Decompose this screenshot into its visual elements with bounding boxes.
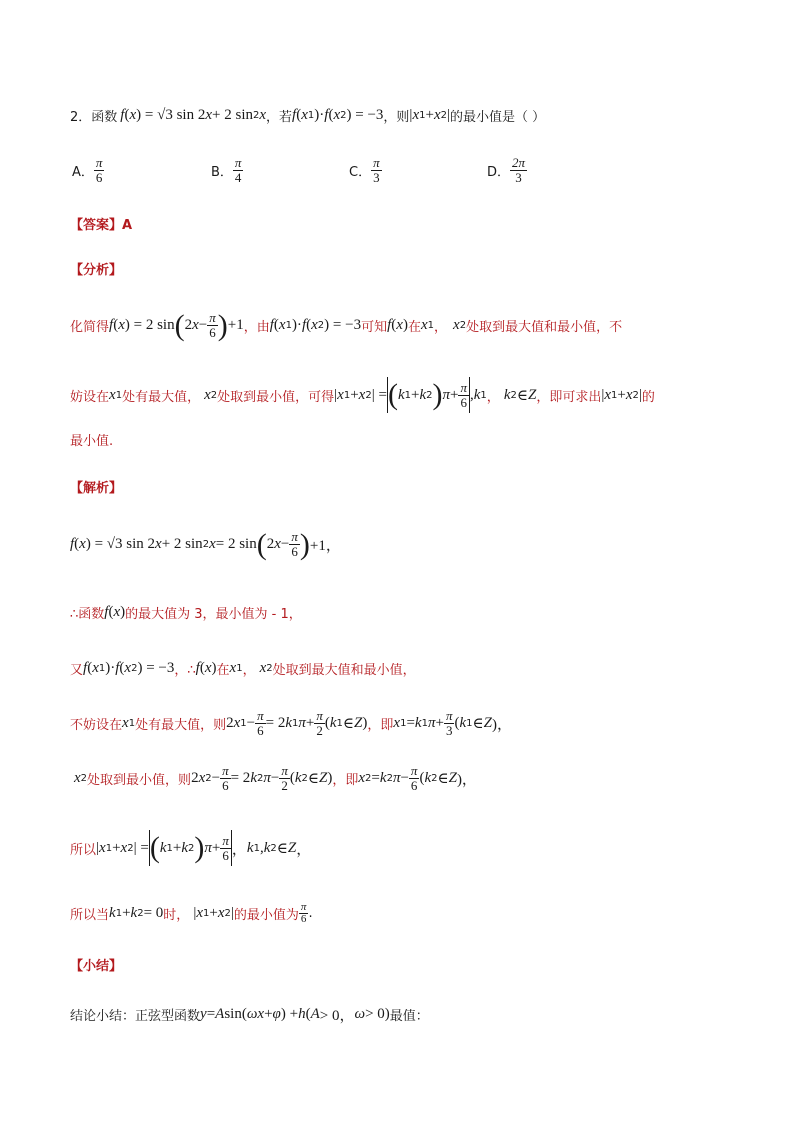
option-a[interactable]: A． $\frac{\pi}{6}$	[72, 155, 103, 185]
analysis-line-3: 最小值.	[70, 434, 114, 449]
solution-line-2: ∴函数 f ( x ) 的最大值为 3，最小值为 - 1，	[70, 604, 302, 622]
solution-line-4: 不妨设在 x 1 处有最大值，则 2 x 1 − $\frac{\pi}{6}$ = 2 k 1 π + $\frac{\pi}{2}$ ( k 1 ∈ Z ) ，即 x 1 = k 1 π + $\frac{\pi}{3}$ ( k 1 ∈ Z )，	[70, 708, 512, 738]
analysis-line-2: 妨设在 x 1 处有最大值， x 2 处取到最小值，可得 | x 1 + x 2 | = ( k 1 + k 2 ) π + $\frac{\pi}{6}$ , k 1 ， k 2 ∈ Z ，即可求出 | x 1 + x 2 | 的	[70, 378, 655, 411]
option-d[interactable]: D． $\frac{2\pi}{3}$	[487, 155, 526, 185]
option-b[interactable]: B． $\frac{\pi}{4}$	[211, 155, 242, 185]
summary-line: 结论小结：正弦型函数 y = A sin( ωx + φ ) + h ( A > 0， ω > 0) 最值：	[70, 1006, 429, 1024]
question-text: 函数	[91, 110, 118, 125]
solution-line-6: 所以 | x 1 + x 2 | = ( k 1 + k 2 ) π + $\frac{\pi}{6}$ ， k 1 , k 2 ∈ Z ，	[70, 831, 312, 864]
option-c[interactable]: C． $\frac{\pi}{3}$	[349, 155, 380, 185]
solution-line-5: x 2 处取到最小值，则 2 x 2 − $\frac{\pi}{6}$ = 2 k 2 π − $\frac{\pi}{2}$ ( k 2 ∈ Z ) ，即 x 2 = k 2 π − $\frac{\pi}{6}$ ( k 2 ∈ Z )，	[74, 763, 477, 793]
answer-heading: 【答案】	[70, 218, 123, 233]
solution-heading: 【解析】	[70, 481, 123, 496]
question-number: 2．	[70, 110, 92, 125]
formula-fx: f	[120, 107, 125, 123]
analysis-heading: 【分析】	[70, 263, 123, 278]
analysis-line-1: 化简得 f ( x ) = 2 sin ( 2 x − $\frac{\pi}{6}$ ) +1 ，由 f ( x 1 )· f ( x 2 ) = −3 可知 f ( x ) 在 x 1 ， x 2 处取到最大值和最小值，不	[70, 308, 623, 342]
answer-line	[70, 214, 132, 233]
answer-value: A	[122, 218, 133, 233]
solution-line-1: f ( x ) = √3 sin 2 x + 2 sin 2 x = 2 sin ( 2 x − $\frac{\pi}{6}$ ) +1，	[70, 527, 341, 561]
question-line: 2． 函数 f ( x ) = √3 sin 2 x + 2 sin 2 x ，若 f ( x 1 )· f ( x 2 ) = −3 ，则 | x 1 + x 2 | 的最小值是（ ）	[70, 107, 546, 125]
solution-line-7: 所以当 k 1 + k 2 = 0 时， | x 1 + x 2 | 的最小值为 $\frac{\pi}{6}$ .	[70, 901, 313, 925]
solution-line-3: 又 f ( x 1 )· f ( x 2 ) = −3 ，∴ f ( x ) 在 x 1 ， x 2 处取到最大值和最小值，	[70, 660, 416, 678]
summary-heading: 【小结】	[70, 959, 123, 974]
